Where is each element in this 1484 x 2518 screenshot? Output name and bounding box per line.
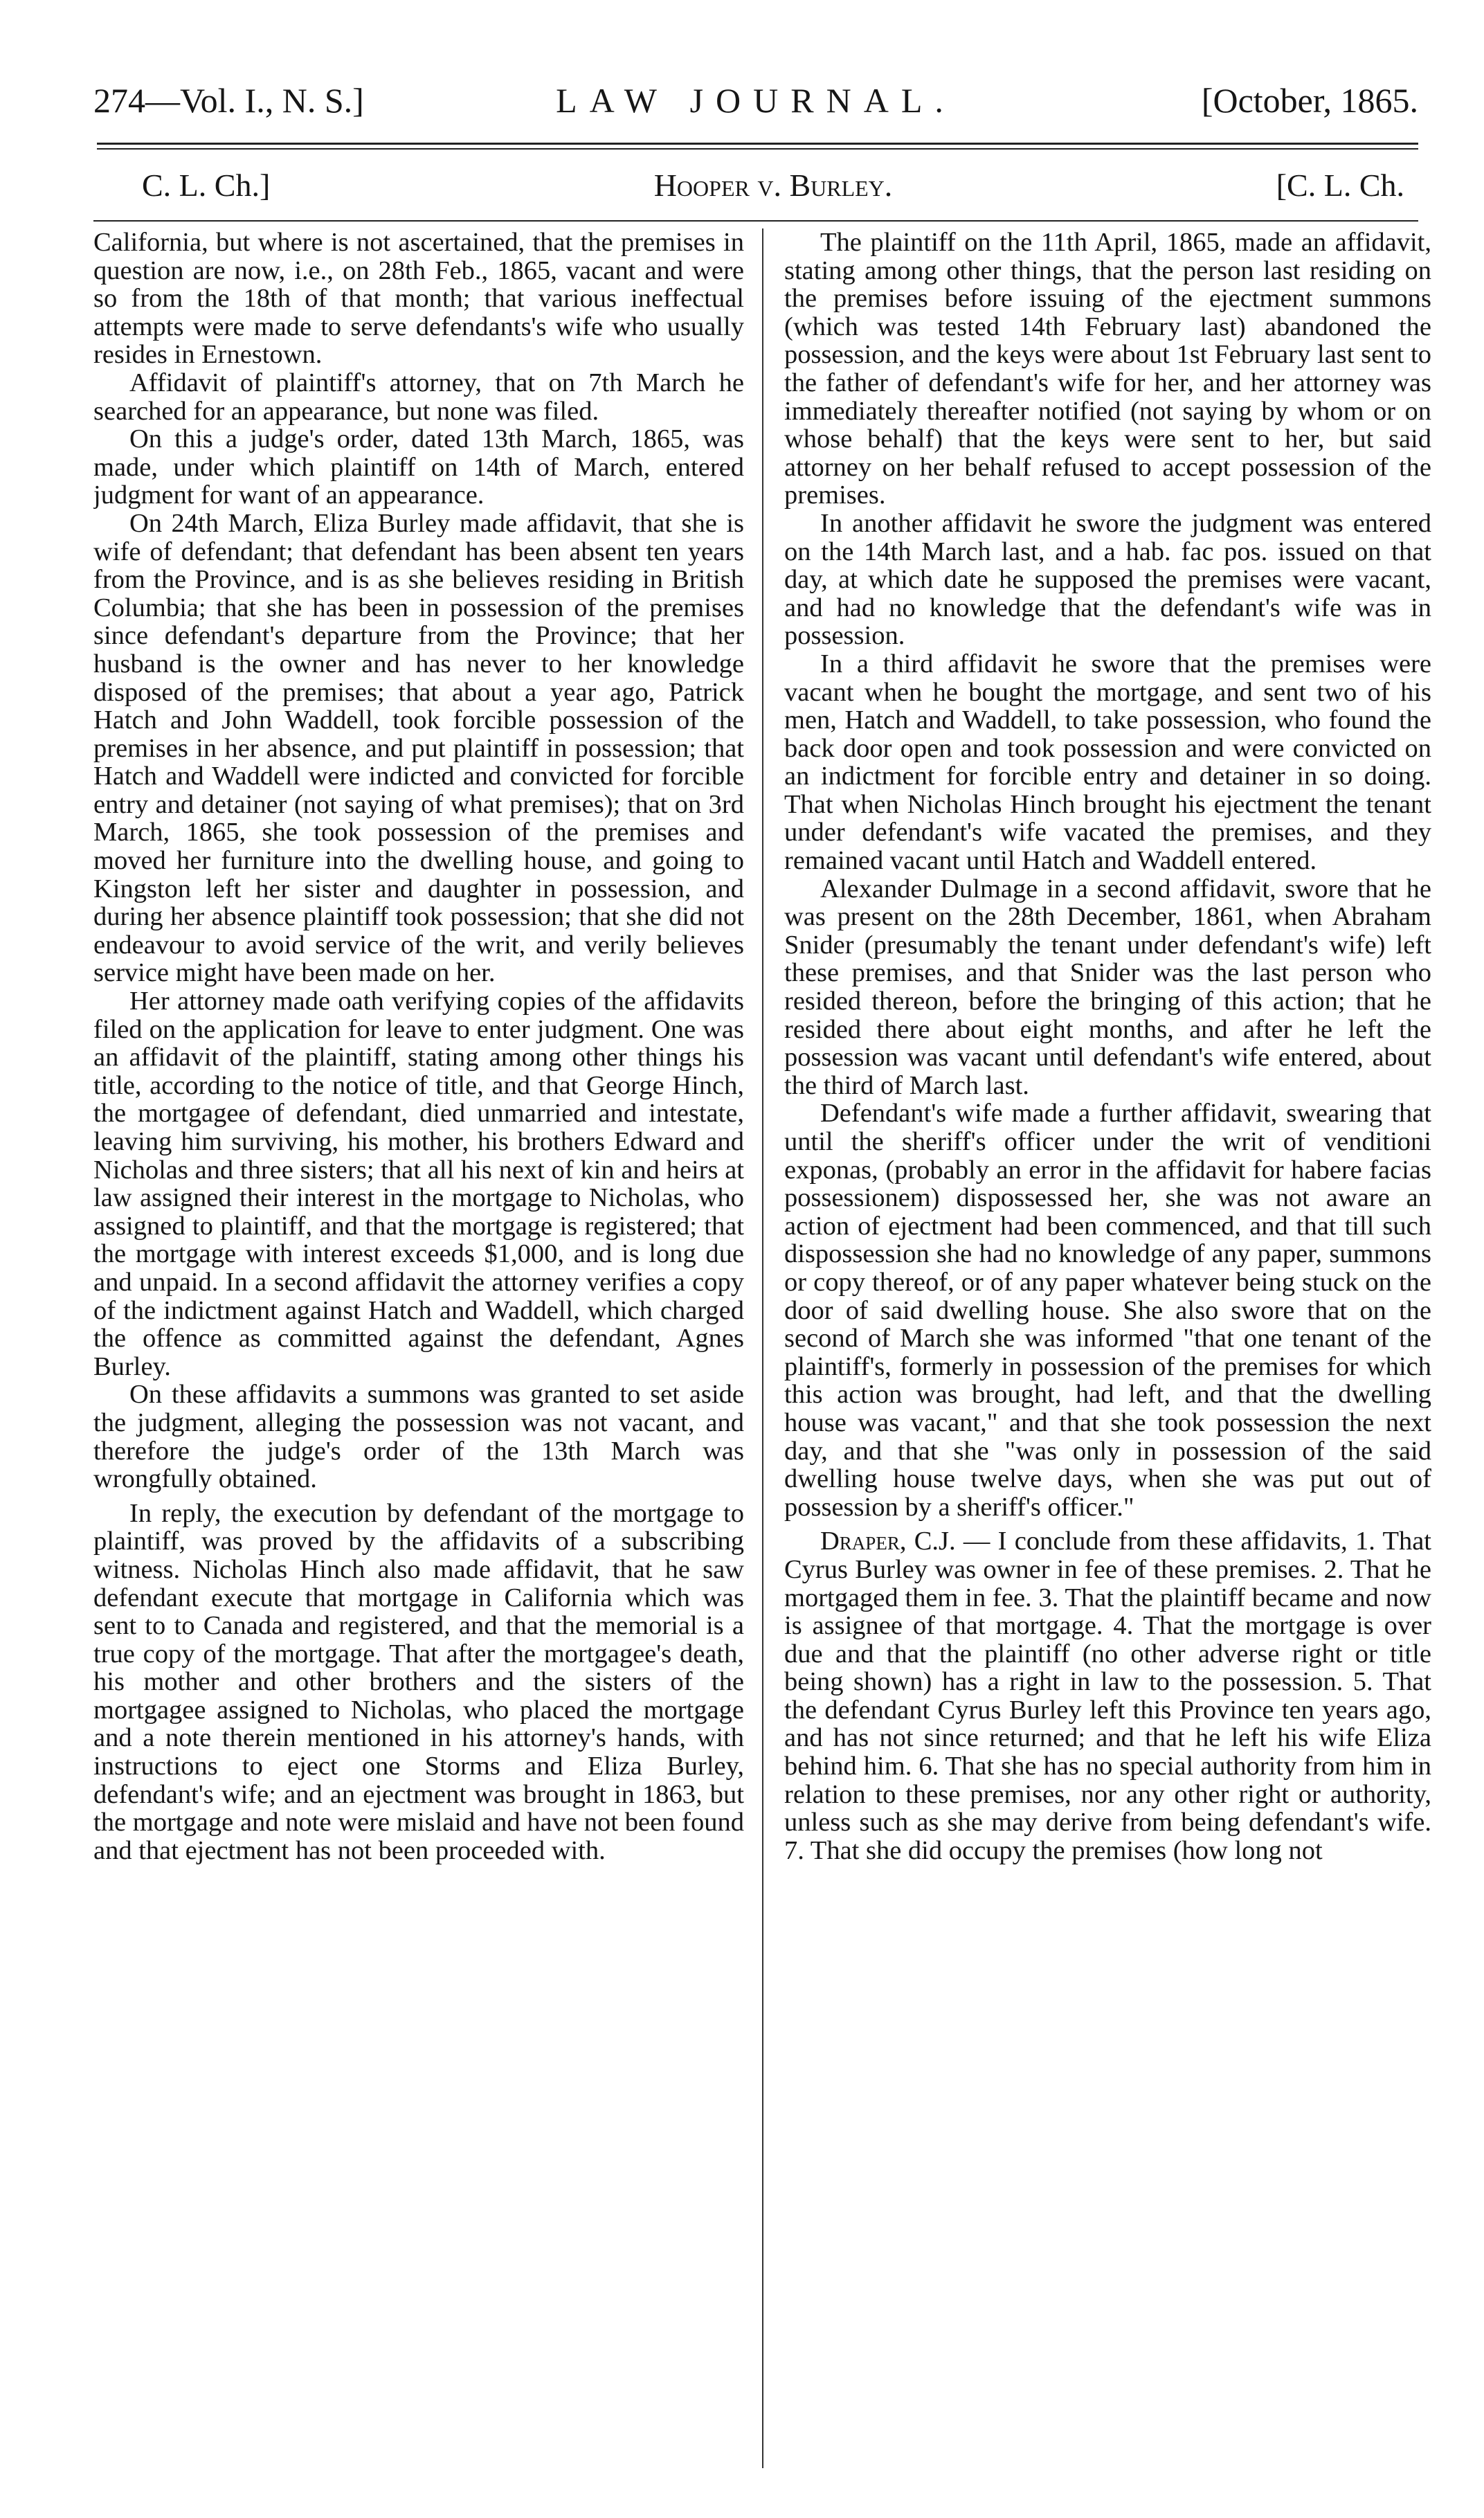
running-head [93, 73, 1418, 128]
left-column [93, 228, 744, 2472]
right-column [784, 228, 1431, 2472]
paragraph: On these affidavits a summons was granted to set aside the judgment, alleging the possession was not vacant, and therefore the judge's order of the 13th March was wrongfully obtained. [93, 1380, 744, 1494]
court-right: [C. L. Ch. [1276, 168, 1404, 203]
paragraph: In reply, the execution by defendant of the mortgage to plaintiff, was proved by the affidavits of a subscribing witness. Nicholas Hinch also made affidavit, that he saw defendant execute that mortgage in California which was sent to to Canada and registered, and that the memorial is a true copy of the mortgage. That after the mortgagee's death, his mother and other brothers and the sisters of the mortgagee assigned to Nicholas, who placed the mortgage and a note therein mentioned in his attorney's hands, with instructions to eject one Storms and Eliza Burley, defendant's wife; and an ejectment was brought in 1863, but the mortgage and note were mislaid and have not been found and that ejectment has not been proceeded with. [93, 1498, 744, 1865]
column-divider [762, 228, 763, 2468]
judgment-paragraph [784, 1527, 1431, 1864]
paragraph: The plaintiff on the 11th April, 1865, made an affidavit, stating among other things, that the person last residing on the premises before issuing of the ejectment summons (which was tested 14th February last) abandoned the possession, and the keys were about 1st February last sent to the father of defendant's wife for her, and her attorney was immediately thereafter notified (not saying by whom or on whose behalf) that the keys were sent to her, but said attorney on her behalf refused to accept possession of the premises. [784, 228, 1431, 510]
paragraph: Her attorney made oath verifying copies of the affidavits filed on the application for leave to enter judgment. One was an affidavit of the plaintiff, stating among other things his title, according to the notice of title, and that George Hinch, the mortgagee of defendant, died unmarried and intestate, leaving him surviving, his mother, his brothers Edward and Nicholas and three sisters; that all his next of kin and heirs at law assigned their interest in the mortgage to Nicholas, who assigned to plaintiff, and that the mortgage is registered; that the mortgage with interest exceeds $1,000, and is long due and unpaid. In a second affidavit the attorney verifies a copy of the indictment against Hatch and Waddell, which charged the offence as committed against the defendant, Agnes Burley. [93, 987, 744, 1381]
header-rule-bottom [97, 148, 1418, 150]
journal-title: LAW JOURNAL. [556, 81, 956, 120]
case-title: Hooper v. Burley. [653, 168, 893, 203]
paragraph: On 24th March, Eliza Burley made affidavit, that she is wife of defendant; that defendant has been absent ten years from the Province, and is as she believes residing in British Columbia; that she has been in possession of the premises since defendant's departure from the Province; that her husband is the owner and has never to her knowledge disposed of the premises; that about a year ago, Patrick Hatch and John Waddell, took forcible possession of the premises in her absence, and put plaintiff in possession; that Hatch and Waddell were indicted and convicted for forcible entry and detainer (not saying of what premises); that on 3rd March, 1865, she took possession of the premises and moved her furniture into the dwelling house, and going to Kingston left her sister and daughter in possession, and during her absence plaintiff took possession; that she did not endeavour to avoid service of the writ, and verily believes service might have been made on her. [93, 508, 744, 988]
paragraph: In another affidavit he swore the judgment was entered on the 14th March last, and a hab. fac pos. issued on that day, at which date he supposed the premises were vacant, and had no knowledge that the defendant's wife was in possession. [784, 508, 1431, 651]
issue-date: [October, 1865. [1201, 81, 1418, 120]
paragraph: Affidavit of plaintiff's attorney, that on 7th March he searched for an appearance, but none was filed. [93, 368, 744, 426]
paragraph: California, but where is not ascertained, that the premises in question are now, i.e., on 28th Feb., 1865, vacant and were so from the 18th of that month; that various ineffectual attempts were made to serve defendants's wife who usually resides in Ernestown. [93, 228, 744, 370]
case-head [142, 158, 1404, 213]
paragraph: Alexander Dulmage in a second affidavit, swore that he was present on the 28th December, 1861, when Abraham Snider (presumably the tenant under defendant's wife) left these premises, and that Snider was the last person who resided thereon, before the bringing of this action; that he resided there about eight months, and after he left the possession was vacant until defendant's wife entered, about the third of March last. [784, 874, 1431, 1100]
judge-name: Draper, C.J. [820, 1527, 956, 1556]
header-rule-top [97, 143, 1418, 145]
case-head-rule [93, 220, 1418, 222]
paragraph: On this a judge's order, dated 13th March, 1865, was made, under which plaintiff on 14th of March, entered judgment for want of an appearance. [93, 424, 744, 510]
paragraph: Defendant's wife made a further affidavit, swearing that until the sheriff's officer under the writ of venditioni exponas, (probably an error in the affidavit for habere facias possessionem) dispossessed her, she was not aware an action of ejectment had been commenced, and that till such dispossession she had no knowledge of any paper, summons or copy thereof, or of any paper whatever being stuck on the door of said dwelling house. She also swore that on the second of March she was informed "that one tenant of the plaintiff's, formerly in possession of the premises for which this action was brought, had left, and that the dwelling house was vacant," and that she took possession the next day, and that she "was only in possession of the said dwelling house twelve days, when she was put out of possession by a sheriff's officer." [784, 1099, 1431, 1522]
court-left: C. L. Ch.] [142, 168, 271, 203]
judgment-text: — I conclude from these affidavits, 1. That Cyrus Burley was owner in fee of these premises. 2. That he mortgaged them in fee. 3. That the plaintiff became and now is assignee of that mortgage. 4. That the mortgage is over due and that the plaintiff (no other adverse right or title being shown) has a right in law to the possession. 5. That the defendant Cyrus Burley left this Province ten years ago, and has not since returned; and that he left his wife Eliza behind him. 6. That she has no special authority from him in relation to these premises, nor any other right or authority, unless such as she may derive from being defendant's wife. 7. That she did occupy the premises (how long not [784, 1527, 1431, 1865]
page-number-volume: 274—Vol. I., N. S.] [93, 81, 364, 120]
paragraph: In a third affidavit he swore that the premises were vacant when he bought the mortgage, and sent two of his men, Hatch and Waddell, to take possession, who found the back door open and took possession and were convicted on an indictment for forcible entry and detainer in so doing. That when Nicholas Hinch brought his ejectment the tenant under defendant's wife vacated the premises, and they remained vacant until Hatch and Waddell entered. [784, 649, 1431, 876]
